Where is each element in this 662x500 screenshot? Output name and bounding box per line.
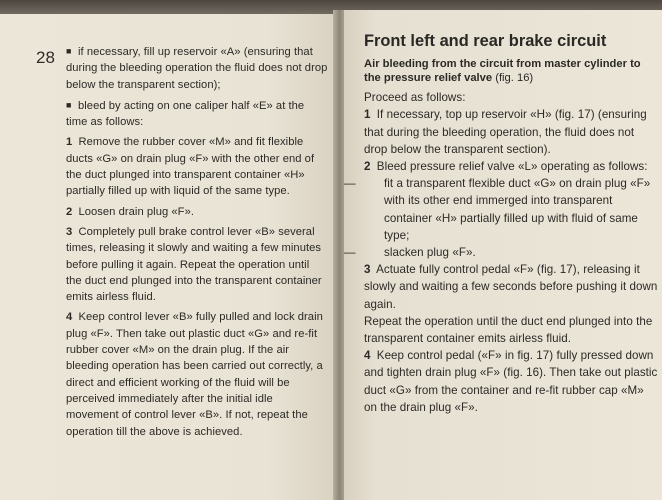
dash-item [344,175,660,244]
bullet-item [66,43,328,93]
step-continuation: Repeat the operation until the duct end plunged into the transparent container emits airless fluid. [364,314,653,346]
step-number: 3 [66,225,73,238]
step-text: Remove the rubber cover «M» and fit flexible ducts «G» on drain plug «F» with the other end of the duct plunged into transparent container «H» partially filled up with liquid of the same type. [66,136,315,198]
bullet-text: bleed by acting on one caliper half «E» at the time as follows: [66,99,305,129]
dash-item [344,244,660,261]
step-text: Bleed pressure relief valve «L» operating as follows: [376,160,648,173]
step-text: If necessary, top up reservoir «H» (fig. 17) (ensuring that during the bleeding operation, the fluid does not drop below the transparent section). [364,108,647,156]
step-text: Loosen drain plug «F». [78,205,194,218]
step-number: 2 [66,205,73,218]
page-number: 28 [36,48,55,67]
dash-marker: — [344,246,356,260]
step-text: Keep control lever «B» fully pulled and lock drain plug «F». Then take out plastic duct «G» and re-fit rubber cover «M» on the drain plug. If the air bleeding operation has been carried out correctly, a direct and efficient working of the fluid will be perceived immediately after the initial idle movement of control lever «B». If not, repeat the operation till the above is achieved. [66,311,323,438]
step-number: 4 [66,311,73,324]
step-number: 3 [364,263,371,277]
step-item [66,204,328,220]
step-number: 4 [364,349,371,363]
right-column [344,30,660,416]
bullet-icon: ■ [66,99,72,110]
dash-text: fit a transparent flexible duct «G» on drain plug «F» with its other end immerged into transparent container «H» partially filled up with fluid of same type; [384,177,651,242]
step-number: 1 [66,136,73,149]
section-subtitle [364,58,660,85]
step-text: Keep control pedal («F» in fig. 17) fully pressed down and tighten drain plug «F» (fig. 16). Then take out plastic duct «G» from the container and re-fit rubber cap «M» on the drain plug «F». [364,349,658,414]
step-item [364,261,660,313]
intro-text: Proceed as follows: [364,91,466,105]
dash-text: slacken plug «F». [384,246,476,260]
bullet-text: if necessary, fill up reservoir «A» (ensuring that during the bleeding operation the fluid does not drop below the transparent section); [66,46,328,91]
step-item [364,347,660,416]
left-page [0,14,335,500]
subtitle-fig-ref: (fig. 16) [495,71,534,84]
subtitle-text: Air bleeding from the circuit from master cylinder to the pressure relief valve [364,58,641,84]
bullet-item [66,97,328,131]
step-text: Completely pull brake control lever «B» several times, releasing it slowly and waiting a few minutes before pulling it again. Repeat the operation until the duct end plunged into the transparent container emits airless fluid. [66,225,322,304]
step-number: 2 [364,160,371,173]
step-text: Actuate fully control pedal «F» (fig. 17), releasing it slowly and waiting a few seconds before pushing it down again. [364,263,658,311]
step-item [66,134,328,199]
section-title: Front left and rear brake circuit [364,32,607,50]
right-page [344,10,662,500]
step-item [364,158,660,175]
step-item [364,106,660,158]
bullet-icon: ■ [66,46,72,56]
step-number: 1 [364,108,371,122]
left-column [66,43,328,440]
step-item [66,309,328,439]
dash-marker: — [344,177,356,191]
step-item [66,224,328,305]
